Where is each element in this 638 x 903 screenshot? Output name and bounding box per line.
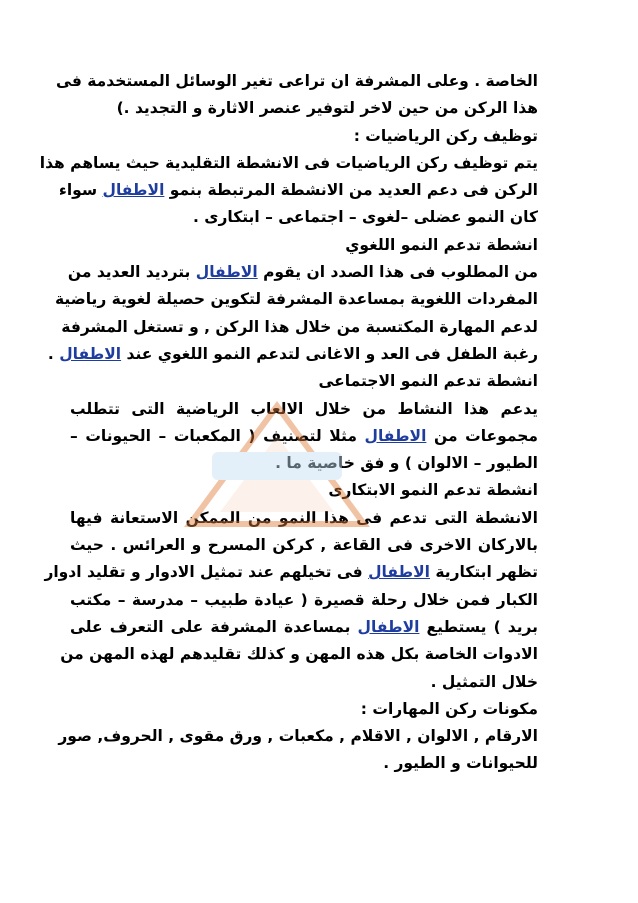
line-text: الخاصة . وعلى المشرفة ان تراعى تغير الوسائل المستخدمة فى [56,72,538,90]
text-line [70,669,538,696]
line-text: هذا الركن من حين لاخر لتوفير عنصر الاثارة و التجديد .) [116,99,538,118]
text-line [70,450,538,477]
line-text: من المطلوب فى هذا الصدد ان يقوم [257,263,538,282]
line-text: المفردات اللغوية بمساعدة المشرفة لتكوين حصيلة لغوية رياضية [55,290,538,309]
text-line [70,696,538,723]
text-line [70,750,538,777]
line-text: خلال التمثيل . [430,672,538,691]
line-text: انشطة تدعم النمو الابتكارى [328,481,538,500]
highlighted-keyword-link[interactable]: الاطفال [368,563,430,582]
text-line [70,614,538,641]
line-text: للحيوانات و الطيور . [383,754,538,773]
line-text-tail: سواء [58,181,103,200]
line-text: تظهر ابتكارية [429,563,538,582]
line-text: الركن فى دعم العديد من الانشطة المرتبطة بنمو [164,181,538,200]
line-text: الادوات الخاصة بكل هذه المهن و كذلك تقليدهم لهذه المهن من [60,645,538,664]
text-line [70,204,538,231]
line-text-tail: . [47,344,60,363]
text-line [70,532,538,559]
text-line [70,505,538,532]
text-line [61,314,538,341]
line-text: يدعم هذا النشاط من خلال الالعاب الرياضية التى تتطلب [70,399,538,418]
highlighted-keyword-link[interactable]: الاطفال [357,617,420,636]
text-line [70,477,538,504]
line-text: الارقام , الالوان , الاقلام , مكعبات , ورق مقوى , الحروف, صور [58,727,538,746]
text-line [60,641,538,668]
highlighted-keyword-link[interactable]: الاطفال [59,344,122,363]
highlighted-keyword-link[interactable]: الاطفال [195,263,258,282]
text-line [47,341,538,368]
line-text: انشطة تدعم النمو الاجتماعى [318,372,538,391]
line-text-tail: بمساعدة المشرفة على التعرف على [70,617,358,636]
document-body [39,68,538,778]
line-text: يتم توظيف ركن الرياضيات فى الانشطة التقليدية حيث يساهم هذا [39,153,538,172]
line-text-tail: فى تخيلهم عند تمثيل الادوار و تقليد ادوار [44,563,369,582]
text-line [70,123,538,150]
text-line [56,68,538,95]
line-text-tail: مثلا لتصنيف ( المكعبات – الحيونات – [70,426,365,445]
line-text: بريد ) يستطيع [419,617,538,636]
text-line [44,559,538,586]
text-line [67,259,538,286]
line-text: توظيف ركن الرياضيات : [353,126,538,145]
text-line [70,368,538,395]
line-text: لدعم المهارة المكتسبة من خلال هذا الركن , و تستغل المشرفة [61,317,538,336]
line-text: الطيور – الالوان ) و فق خاصية ما . [275,454,538,473]
text-line [55,286,538,313]
line-text: كان النمو عضلى –لغوى – اجتماعى – ابتكارى . [192,208,538,227]
line-text: رغبة الطفل فى العد و الاغانى لتدعم النمو اللغوي عند [121,344,538,363]
text-line [70,396,538,423]
highlighted-keyword-link[interactable]: الاطفال [364,426,427,445]
text-line [58,723,538,750]
line-text: مكونات ركن المهارات : [360,699,538,718]
line-text: انشطة تدعم النمو اللغوي [345,235,538,254]
text-line [70,587,538,614]
line-text-tail: بترديد العديد من [67,263,196,282]
line-text: الانشطة التى تدعم فى هذا النمو من الممكن الاستعانة فيها [70,508,538,527]
line-text: الكبار فمن خلال رحلة قصيرة ( عيادة طبيب – مدرسة – مكتب [70,590,538,609]
line-text: مجموعات من [426,426,538,445]
text-line [70,232,538,259]
text-line [70,95,538,122]
text-line [70,423,538,450]
highlighted-keyword-link[interactable]: الاطفال [102,181,165,200]
line-text: بالاركان الاخرى فى القاعة , كركن المسرح و العرائس . حيث [70,536,538,555]
text-line [39,150,538,177]
text-line [58,177,538,204]
